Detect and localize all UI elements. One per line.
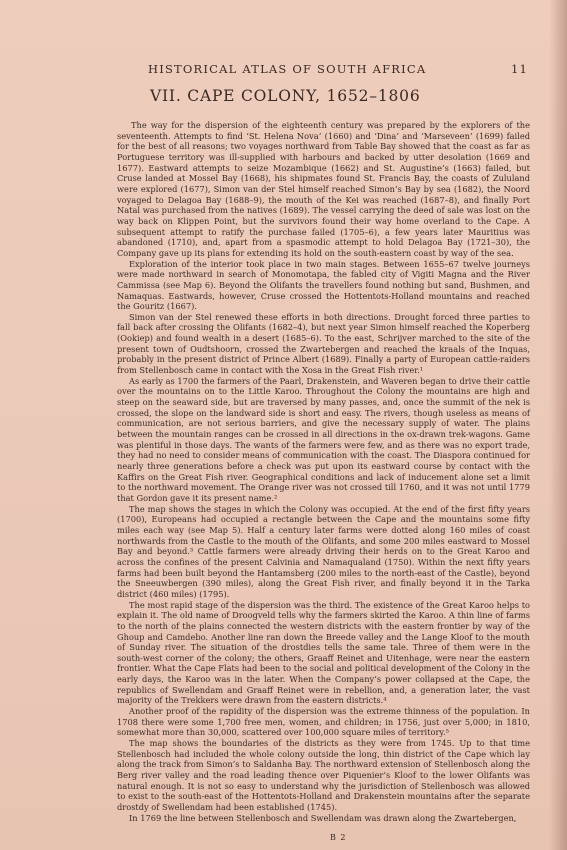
paragraph: The map shows the boundaries of the districts as they were from 1745. Up to that time Stellenbosch had included the whole colony outside the long, thin district of the Cape which lay along the track from Simon’s to Saldanha Bay. The northward extension of Stellenbosch along the Berg river valley and the road leading thence over Piquenier’s Kloof to the lower Olifants was natural enough. It is not so easy to understand why the jurisdiction of Stellenbosch was allowed to exist to the south-east of the Hottentots-Holland and Drakenstein mountains after the separate drostdy of Swellendam had been established (1745). <box>117 738 530 812</box>
paragraph: In 1769 the line between Stellenbosch and Swellendam was drawn along the Zwartebergen, <box>129 812 517 823</box>
chapter-title: VII. CAPE COLONY, 1652–1806 <box>150 87 421 105</box>
paragraph: The way for the dispersion of the eighteenth century was prepared by the explorers of the seventeenth. Attempts to find ‘St. Helena Nova’ (1660) and ‘Dina’ and ‘Marseveen’ (1699) failed for the best of all reasons; two voyages northward from Table Bay showed that the coast as far as Portuguese territory was ill-supplied with harbours and backed by utter desolation (1669 and 1677). Eastward attempts to seize Mozambique (1662) and St. Augustine’s (1663) failed, but Cruse landed at Mossel Bay (1668), his shipmates found St. Francis Bay, the coasts of Zululand were explored (1677), Simon van der Stel himself reached Simon’s Bay by sea (1682), the Noord voyaged to Delagoa Bay (1688–9), the mouth of the Kei was reached (1687–8), and finally Port Natal was purchased from the natives (1689). The vessel carrying the deed of sale was lost on the way back on Klippen Point, but the survivors found their way home overland to the Cape. A subsequent attempt to ratify the purchase failed (1705–6), a few years later Mauritius was abandoned (1710), and, apart from a spasmodic attempt to hold Delagoa Bay (1721–30), the Company gave up its plans for extending its hold on the south-eastern coast by way of the sea. <box>117 120 530 258</box>
page-number: 11 <box>510 62 528 76</box>
signature-mark: B 2 <box>330 833 347 842</box>
body-text <box>117 120 530 823</box>
page-gutter-shadow <box>549 0 567 850</box>
paragraph: Exploration of the interior took place in two main stages. Between 1655–67 twelve journeys were made northward in search of Monomotapa, the fabled city of Vigiti Magna and the River Cammissa (see Map 6). Beyond the Olifants the travellers found nothing but sand, Bushmen, and Namaquas. Eastwards, however, Cruse crossed the Hottentots-Holland mountains and reached the Gouritz (1667). <box>117 258 530 312</box>
paragraph: As early as 1700 the farmers of the Paarl, Drakenstein, and Waveren began to drive their cattle over the mountains on to the Little Karoo. Throughout the Colony the mountains are high and steep on the seaward side, but are traversed by many passes, and, once the summit of the nek is crossed, the slope on the landward side is short and easy. The rivers, though useless as means of communication, are not serious barriers, and give the necessary supply of water. The plains between the mountain ranges can be crossed in all directions in the ox-drawn trek-wagons. Game was plentiful in those days. The wants of the farmers were few, and as there was no export trade, they had no need to consider means of communication with the coast. The Diaspora continued for nearly three generations before a check was put upon its eastward course by contact with the Kaffirs on the Great Fish river. Geographical conditions and lack of inducement alone set a limit to the northward movement. The Orange river was not crossed till 1760, and it was not until 1779 that Gordon gave it its present name.² <box>117 375 530 503</box>
running-header <box>148 62 528 76</box>
paragraph: The map shows the stages in which the Colony was occupied. At the end of the first fifty years (1700), Europeans had occupied a rectangle between the Cape and the mountains some fifty miles each way (see Map 5). Half a century later farms were dotted along 160 miles of coast northwards from the Castle to the mouth of the Olifants, and some 200 miles eastward to Mossel Bay and beyond.³ Cattle farmers were already driving their herds on to the Great Karoo and across the confines of the present Calvinia and Namaqualand (1750). Within the next fifty years farms had been built beyond the Hantamsberg (200 miles to the north-east of the Castle), beyond the Sneeuwbergen (390 miles), along the Great Fish river, and finally beyond it in the Tarka district (460 miles) (1795). <box>117 503 530 599</box>
paragraph: Another proof of the rapidity of the dispersion was the extreme thinness of the population. In 1708 there were some 1,700 free men, women, and children; in 1756, just over 5,000; in 1810, somewhat more than 30,000, scattered over 100,000 square miles of territory.⁵ <box>117 706 530 738</box>
running-title: HISTORICAL ATLAS OF SOUTH AFRICA <box>148 62 427 76</box>
paragraph: The most rapid stage of the dispersion was the third. The existence of the Great Karoo helps to explain it. The old name of Droogveld tells why the farmers skirted the Karoo. A thin line of farms to the north of the plains connected the western districts with the eastern frontier by way of the Ghoup and Camdebo. Another line ran down the Breede valley and the Lange Kloof to the mouth of Sunday river. The situation of the drostdies tells the same tale. Three of them were in the south-west corner of the colony; the others, Graaff Reinet and Uitenhage, were near the eastern frontier. What the Cape Flats had been to the social and political development of the Colony in the early days, the Karoo was in the later. When the Company’s power collapsed at the Cape, the republics of Swellendam and Graaff Reinet were in rebellion, and, a generation later, the vast majority of the Trekkers were drawn from the eastern districts.⁴ <box>117 599 530 706</box>
paragraph: Simon van der Stel renewed these efforts in both directions. Drought forced three parties to fall back after crossing the Olifants (1682–4), but next year Simon himself reached the Koperberg (Ookiep) and found wealth in a desert (1685–6). To the east, Schrijver marched to the site of the present town of Oudtshoorn, crossed the Zwartebergen and reached the kraals of the Inquas, probably in the present district of Prince Albert (1689). Finally a party of European cattle-raiders from Stellenbosch came in contact with the Xosa in the Great Fish river.¹ <box>117 311 530 376</box>
